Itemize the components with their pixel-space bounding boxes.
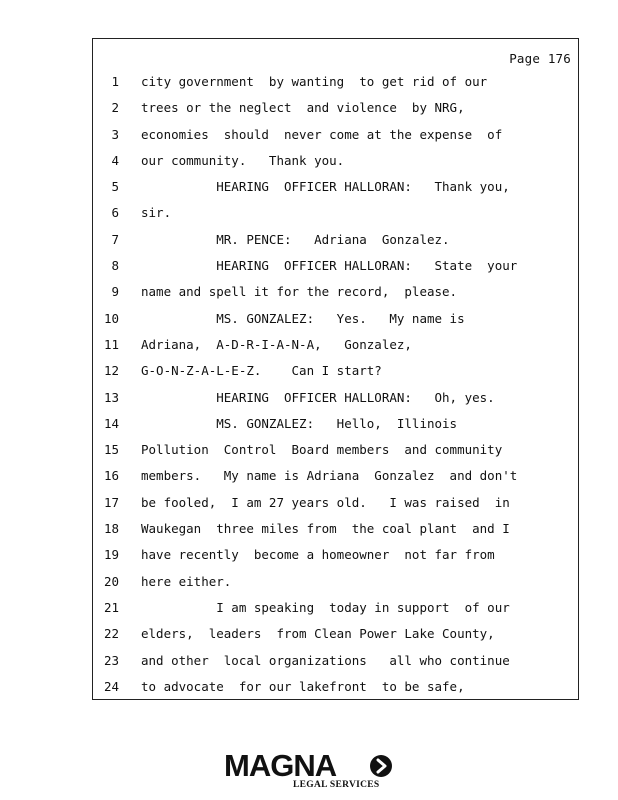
line-text: MS. GONZALEZ: Yes. My name is (141, 310, 465, 326)
transcript-line (93, 179, 578, 205)
transcript-line (93, 390, 578, 416)
line-text: and other local organizations all who continue (141, 652, 510, 668)
line-text: MR. PENCE: Adriana Gonzalez. (141, 231, 450, 247)
transcript-line (93, 205, 578, 231)
line-text: Adriana, A-D-R-I-A-N-A, Gonzalez, (141, 336, 412, 352)
transcript-line (93, 442, 578, 468)
line-text: to advocate for our lakefront to be safe, (141, 678, 465, 694)
line-text: members. My name is Adriana Gonzalez and don't (141, 468, 518, 484)
line-number: 1 (111, 74, 119, 89)
line-number: 8 (111, 258, 119, 274)
line-text: MS. GONZALEZ: Hello, Illinois (141, 415, 458, 431)
line-text: HEARING OFFICER HALLORAN: Thank you, (141, 179, 510, 195)
line-text: here either. (141, 573, 232, 589)
line-number: 14 (103, 415, 119, 431)
transcript-line (93, 521, 578, 547)
line-number: 7 (111, 231, 119, 247)
line-number: 11 (103, 336, 119, 352)
line-text: HEARING OFFICER HALLORAN: State your (141, 258, 518, 274)
transcript-line (93, 547, 578, 573)
transcript-line (93, 600, 578, 626)
line-text: name and spell it for the record, please. (141, 284, 458, 300)
line-number: 16 (103, 468, 119, 484)
transcript-line (93, 311, 578, 337)
line-number: 17 (103, 494, 119, 510)
line-text: city government by wanting to get rid of our (141, 74, 488, 89)
line-number: 22 (103, 626, 119, 642)
line-number: 21 (103, 599, 119, 615)
transcript-line (93, 153, 578, 179)
line-number: 20 (103, 573, 119, 589)
line-text: Pollution Control Board members and community (141, 442, 503, 458)
line-text: I am speaking today in support of our (141, 599, 510, 615)
line-text: Waukegan three miles from the coal plant and I (141, 521, 510, 537)
line-text: be fooled, I am 27 years old. I was raised in (141, 494, 510, 510)
logo-subtitle: LEGAL SERVICES (293, 780, 380, 790)
transcript-line (93, 626, 578, 652)
transcript-line (93, 468, 578, 494)
line-text: elders, leaders from Clean Power Lake County, (141, 626, 495, 642)
line-text: trees or the neglect and violence by NRG, (141, 100, 465, 116)
transcript-page (92, 38, 579, 700)
line-text: G-O-N-Z-A-L-E-Z. Can I start? (141, 363, 382, 379)
transcript-lines (93, 74, 578, 705)
transcript-line (93, 416, 578, 442)
line-number: 15 (103, 442, 119, 458)
line-text: our community. Thank you. (141, 152, 345, 168)
line-number: 4 (111, 152, 119, 168)
logo-wordmark: MAGNA (224, 748, 337, 783)
transcript-line (93, 74, 578, 100)
line-text: have recently become a homeowner not far from (141, 547, 495, 563)
line-text: HEARING OFFICER HALLORAN: Oh, yes. (141, 389, 495, 405)
page-number: Page 176 (509, 51, 571, 66)
line-number: 2 (111, 100, 119, 116)
line-number: 3 (111, 126, 119, 142)
transcript-line (93, 653, 578, 679)
line-number: 12 (103, 363, 119, 379)
transcript-line (93, 337, 578, 363)
line-number: 9 (111, 284, 119, 300)
transcript-line (93, 232, 578, 258)
transcript-line (93, 574, 578, 600)
chevron-right-icon (370, 755, 392, 777)
line-number: 10 (103, 310, 119, 326)
transcript-line (93, 258, 578, 284)
line-number: 6 (111, 205, 119, 221)
transcript-line (93, 127, 578, 153)
line-text: economies should never come at the expense of (141, 126, 503, 142)
transcript-line (93, 284, 578, 310)
transcript-line (93, 679, 578, 705)
line-number: 19 (103, 547, 119, 563)
line-text: sir. (141, 205, 172, 221)
line-number: 13 (103, 389, 119, 405)
magna-logo (224, 750, 396, 794)
line-number: 5 (111, 179, 119, 195)
line-number: 18 (103, 521, 119, 537)
transcript-line (93, 495, 578, 521)
line-number: 23 (103, 652, 119, 668)
transcript-line (93, 100, 578, 126)
transcript-line (93, 363, 578, 389)
line-number: 24 (103, 678, 119, 694)
